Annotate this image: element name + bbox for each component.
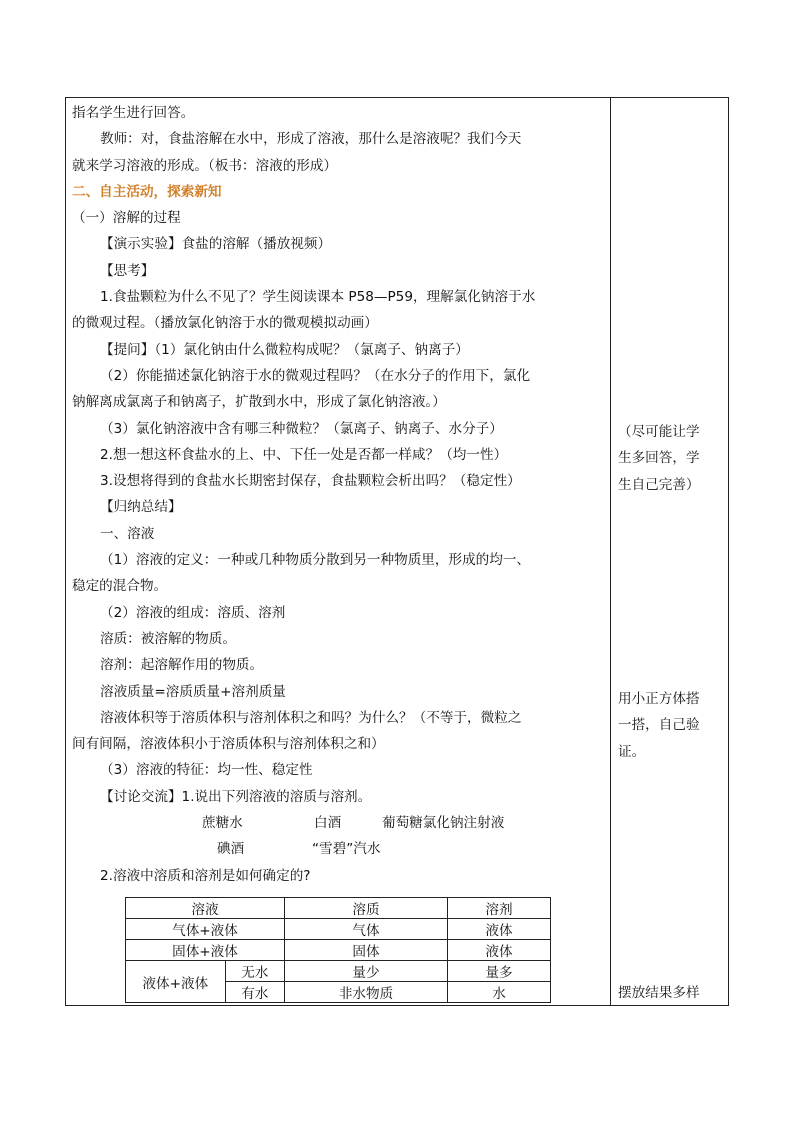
- table-cell: 无水: [225, 961, 284, 982]
- text-line: 【提问】（1）氯化钠由什么微粒构成呢？（氯离子、钠离子）: [100, 341, 469, 358]
- text-line: 的微观过程。（播放氯化钠溶于水的微观模拟动画）: [72, 315, 378, 332]
- text-line: 钠解离成氯离子和钠离子，扩散到水中，形成了氯化钠溶液。）: [72, 394, 446, 411]
- side-note-3: [618, 980, 724, 1006]
- text-line: （3）氯化钠溶液中含有哪三种微粒？（氯离子、钠离子、水分子）: [100, 420, 503, 437]
- text-line: 指名学生进行回答。: [72, 105, 195, 121]
- table-cell: 液体: [448, 919, 551, 940]
- table-cell: 量少: [285, 961, 448, 982]
- table-cell: 非水物质: [285, 982, 448, 1003]
- subsection-heading: （一）溶解的过程: [72, 210, 181, 227]
- text-line: （2）你能描述氯化钠溶于水的微观过程吗？（在水分子的作用下，氯化: [100, 367, 531, 384]
- text-line: 【归纳总结】: [100, 499, 182, 516]
- table-cell: 液体: [448, 940, 551, 961]
- text-line: （1）溶液的定义：一种或几种物质分散到另一种物质里，形成的均一、: [100, 552, 531, 569]
- example-item: “雪碧”汽水: [312, 841, 381, 858]
- table-header: 溶液: [126, 898, 285, 919]
- table-header-row: [126, 898, 551, 919]
- text-line: 稳定的混合物。: [72, 578, 168, 595]
- side-note-2: [618, 686, 724, 765]
- text-line: 溶液质量=溶质质量+溶剂质量: [100, 683, 286, 700]
- table-header: 溶质: [285, 898, 448, 919]
- text-line: 1.食盐颗粒为什么不见了？学生阅读课本 P58—P59，理解氯化钠溶于水: [100, 289, 536, 306]
- text-line: 2.想一想这杯食盐水的上、中、下任一处是否都一样咸？（均一性）: [100, 446, 508, 463]
- table-row: [126, 919, 551, 940]
- text-line: 2.溶液中溶质和溶剂是如何确定的?: [100, 867, 311, 884]
- example-item: 碘酒: [217, 841, 245, 858]
- side-note-line: 摆放结果多样: [618, 985, 700, 1001]
- main-column: [72, 100, 606, 889]
- table-cell: 液体+液体: [126, 961, 226, 1003]
- table-cell: 固体: [285, 940, 448, 961]
- column-divider: [610, 97, 611, 1006]
- example-item: 葡萄糖氯化钠注射液: [382, 815, 505, 832]
- text-line: 【思考】: [100, 262, 155, 279]
- table-row: [126, 961, 551, 982]
- table-cell: 量多: [448, 961, 551, 982]
- text-line: 就来学习溶液的形成。（板书：溶液的形成）: [72, 157, 338, 174]
- solution-table: [125, 897, 551, 1003]
- text-line: （2）溶液的组成：溶质、溶剂: [100, 604, 286, 621]
- table-header: 溶剂: [448, 898, 551, 919]
- examples-row-2: [72, 836, 606, 862]
- text-line: （3）溶液的特征：均一性、稳定性: [100, 762, 313, 779]
- table-cell: 气体+液体: [126, 919, 285, 940]
- table-row: [126, 940, 551, 961]
- text-line: 间有间隔，溶液体积小于溶质体积与溶剂体积之和）: [72, 736, 385, 753]
- text-line: 一、溶液: [100, 525, 155, 542]
- section-heading: 二、自主活动，探索新知: [72, 183, 222, 200]
- side-note-line: 生多回答，学: [618, 450, 700, 467]
- text-line: 【讨论交流】1.说出下列溶液的溶质与溶剂。: [100, 788, 372, 805]
- table-cell: 气体: [285, 919, 448, 940]
- table-cell: 有水: [225, 982, 284, 1003]
- side-note-1: [618, 419, 724, 498]
- table-cell: 固体+液体: [126, 940, 285, 961]
- side-note-line: 证。: [618, 743, 646, 760]
- table-cell: 水: [448, 982, 551, 1003]
- side-note-line: 生自己完善）: [618, 476, 700, 493]
- example-item: 白酒: [314, 815, 342, 832]
- side-note-line: （尽可能让学: [618, 424, 700, 440]
- side-note-line: 用小正方体搭: [618, 691, 700, 707]
- text-line: 溶剂：起溶解作用的物质。: [100, 657, 264, 674]
- text-line: 溶液体积等于溶质体积与溶剂体积之和吗？为什么？（不等于，微粒之: [100, 709, 522, 726]
- text-line: 【演示实验】食盐的溶解（播放视频）: [100, 236, 332, 253]
- example-item: 蔗糖水: [202, 815, 243, 832]
- text-line: 3.设想将得到的食盐水长期密封保存，食盐颗粒会析出吗？（稳定性）: [100, 473, 521, 490]
- side-note-line: 一搭，自己验: [618, 717, 700, 734]
- text-line: 溶质：被溶解的物质。: [100, 630, 236, 647]
- text-line: 教师：对，食盐溶解在水中，形成了溶液，那什么是溶液呢？我们今天: [100, 131, 522, 148]
- examples-row-1: [72, 810, 606, 836]
